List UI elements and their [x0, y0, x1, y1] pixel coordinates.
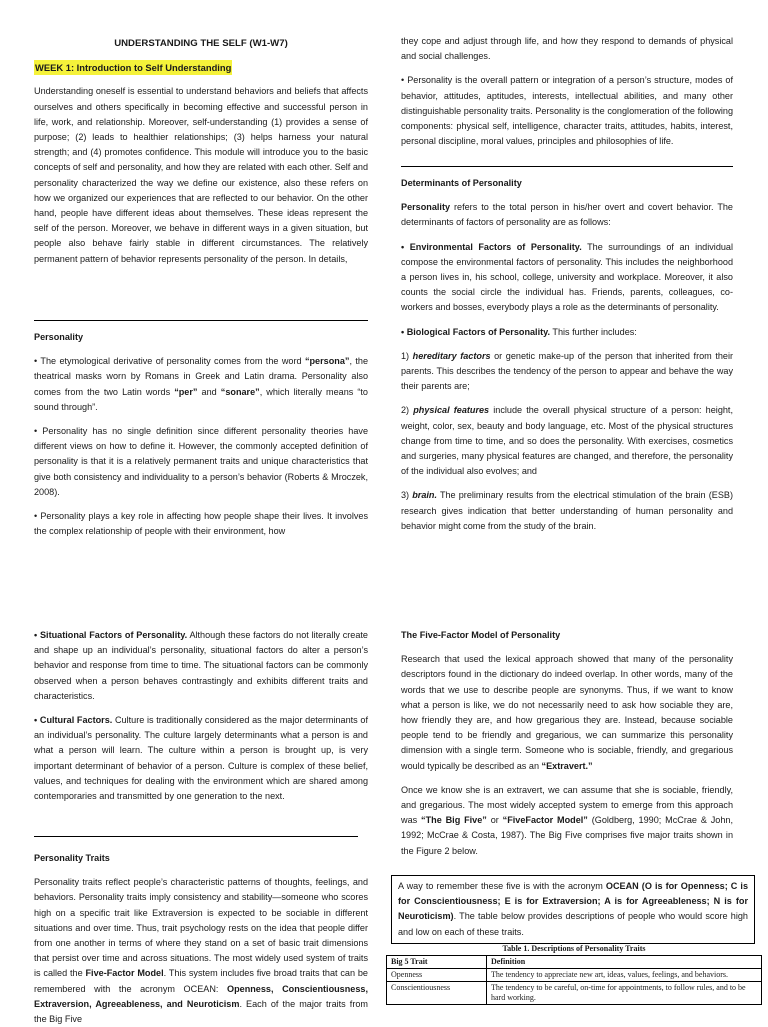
section-divider: [34, 836, 358, 837]
definition-cell: The tendency to be careful, on-time for appointments, to follow rules, and to be hard working.: [487, 982, 762, 1005]
environmental-factors: • Environmental Factors of Personality. The surroundings of an individual compose the environmental factors of personality. This includes the neighborhood a person lives in, his school, college, university and workplace. Moreover, it also counts the social circle the individual has. Friends, parents, colleagues, co-workers and bosses, everybody plays a role as the determinants of personality.: [401, 241, 734, 313]
physical-features: 2) physical features include the overall physical structure of a person: height, weight, color, sex, beauty and body language, etc. Most of the physical structures change from time to time, and so does the personality. With exercises, cosmetics and surgeries, many physical features are changed, and therefore, the personality of the individual also evolves; and: [401, 405, 733, 477]
ffm-paragraph-1: Research that used the lexical approach showed that many of the personality descriptors found in the dictionary do indeed overlap. In other words, many of the words that we use to describe people are synonyms. Thus, if we want to know what a person is like, we do not necessarily need to ask how sociable they are, how friendly they are, and how gregarious they are. Instead, because sociable people tend to be friendly and gregarious, we can summarize this personality dimension with a single term. Someone who is sociable, friendly, and gregarious would typically be described as an “Extravert.”: [401, 654, 733, 771]
table-caption: Table 1. Descriptions of Personality Traits: [502, 944, 646, 953]
ffm-section: [401, 628, 733, 859]
personality-traits-table: [386, 955, 762, 1005]
left-column-top: [34, 36, 368, 267]
personality-bullet-2: • Personality has no single definition since different personality theories have different views on how to define it. However, the commonly accepted definition of personality is that it is a relatively permanent traits and unique characteristics that give both consistency and individuality to a person’s behavior (Roberts & Mroczek, 2008).: [34, 426, 368, 497]
personality-bullet-3: • Personality plays a key role in affecting how people shape their lives. It involves the complex relationship of people with their environment, how: [34, 511, 368, 537]
determinants-section: [401, 176, 733, 534]
situational-factors: • Situational Factors of Personality. Although these factors do not literally create and shape up an individual’s personality, situational factors do alter a person’s behavior and response from time to time. The situational factors can be commonly observed when a person behaves contrastingly and exhibits different traits and characteristics.: [34, 630, 368, 701]
personality-bullet-3-continued: they cope and adjust through life, and how they respond to demands of physical and social challenges.: [401, 36, 733, 62]
section-divider: [34, 320, 368, 321]
traits-section: [34, 851, 368, 1027]
traits-heading: Personality Traits: [34, 853, 110, 863]
personality-bullet-1: • The etymological derivative of personality comes from the word “persona”, the theatrical masks worn by Romans in Greek and Latin drama. Personality also comes from the two Latin words “per” and “sonare”, which literally means “to sound through”.: [34, 356, 368, 412]
ocean-box: A way to remember these five is with the acronym OCEAN (O is for Openness; C is for Conscientiousness; E is for Extraversion; A is for Agreeableness; N is for Neuroticism). The table below provides descriptions of people who would score high and low on each of these traits.: [391, 875, 755, 944]
personality-section: [34, 330, 368, 539]
definition-cell: The tendency to appreciate new art, ideas, values, feelings, and behaviors.: [487, 969, 762, 982]
personality-heading: Personality: [34, 332, 84, 342]
brain-factor: 3) brain. The preliminary results from the electrical stimulation of the brain (ESB) research gives indication that better understanding of human personality and behavior might come from the study of the brain.: [401, 490, 733, 531]
table-row: [387, 982, 762, 1005]
biological-factors: • Biological Factors of Personality. This further includes:: [401, 326, 637, 337]
table-header-row: [387, 956, 762, 969]
cultural-factors: • Cultural Factors. Culture is traditionally considered as the major determinants of an individual’s personality. The culture largely determinants what a person is and what a person will learn. The culture within a person is brought up, is very important determinant of behavior of a person. Culture is complex of these belief, values, and techniques for dealing with the environment which are shared among contemporaries and transmitted by one generation to the next.: [34, 715, 368, 802]
ffm-paragraph-2: Once we know she is an extravert, we can assume that she is sociable, friendly, and gregarious. The most widely accepted system to emerge from this approach was “The Big Five” or “FiveFactor Model” (Goldberg, 1990; McCrae & John, 1992; McCrae & Costa, 1987). The Big Five comprises five major traits shown in the Figure 2 below.: [401, 784, 733, 856]
trait-cell: Openness: [387, 969, 487, 982]
personality-bullet-4: • Personality is the overall pattern or integration of a person’s structure, modes of behavior, attitudes, aptitudes, interests, intellectual abilities, and many other distinguishable personality traits. Personality is the conglomeration of the following components: physical self, intelligence, character traits, attitudes, habits, interest, personal discipline, moral values, principles and philosophies of life.: [401, 75, 733, 147]
week-heading: WEEK 1: Introduction to Self Understanding: [34, 60, 232, 75]
trait-cell: Conscientiousness: [387, 982, 487, 1005]
left-column-bottom: [34, 628, 368, 804]
table-row: [387, 969, 762, 982]
hereditary-factors: 1) hereditary factors or genetic make-up of the person that inherited from their parents. This describes the tendency of the person to appear and behave the way their parents are;: [401, 350, 734, 392]
determinants-intro: Personality refers to the total person in his/her overt and covert behavior. The determinants of factors of personality are as follows:: [401, 202, 733, 228]
determinants-heading: Determinants of Personality: [401, 178, 522, 188]
intro-paragraph: Understanding oneself is essential to understand behaviors and beliefs that affects ourselves and others specifically in becoming effective and successful person in life, work, and relationship. Moreover, self-understanding (1) provides a sense of purpose; (2) leads to healthier relationships; (3) helps harness your natural strength; and (4) promotes confidence. This module will introduce you to the basic concepts of self and personality, and how they are related with each other. Self and personality characterized the way we define our existence, also these refers on how we organized our experiences that are reflected to our behavior. On the other hand, people have different ideas about themselves. These ideas represent the self of the person. Moreover, we behave in different ways in a given situation, but people also behave fairly stable in different circumstances. The relatively permanent pattern of behavior represents personality of the person. In details,: [34, 86, 368, 264]
traits-paragraph: Personality traits reflect people’s characteristic patterns of thoughts, feelings, and behaviors. Personality traits imply consistency and stability—someone who scores high on a specific trait like Extraversion is expected to be sociable in different situations and over time. Thus, trait psychology rests on the idea that people differ from one another in terms of where they stand on a set of basic trait dimensions that persist over time and across situations. The most widely used system of traits is called the Five-Factor Model. This system includes five broad traits that can be remembered with the acronym OCEAN: Openness, Conscientiousness, Extraversion, Agreeableness, and Neuroticism. Each of the major traits from the Big Five: [34, 877, 368, 1025]
ffm-heading: The Five-Factor Model of Personality: [401, 630, 561, 640]
table-header: Big 5 Trait: [387, 956, 487, 969]
table-header: Definition: [487, 956, 762, 969]
document-title: UNDERSTANDING THE SELF (W1-W7): [114, 38, 288, 49]
right-column-top: [401, 34, 733, 149]
section-divider: [401, 166, 733, 167]
